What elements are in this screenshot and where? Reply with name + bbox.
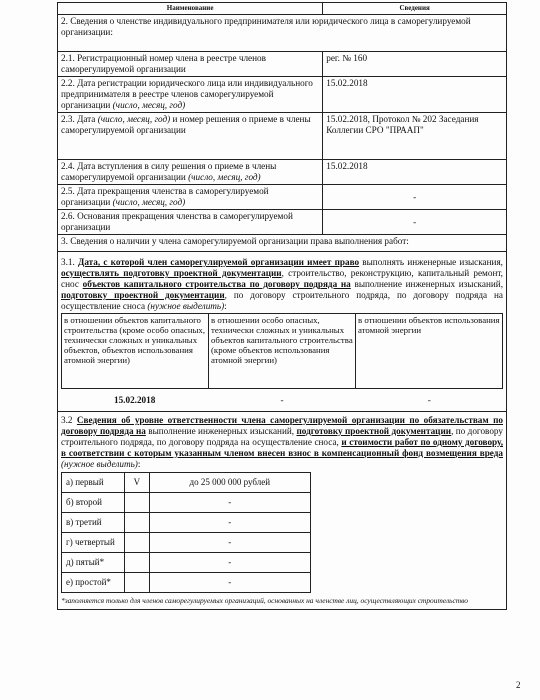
- table-row: [58, 77, 507, 113]
- level-value: -: [149, 493, 310, 513]
- row-2-1-value: рег. № 160: [323, 52, 507, 77]
- date-hazardous: -: [280, 394, 284, 405]
- row-2-1-label: 2.1. Регистрационный номер члена в реестре членов саморегулируемой организации: [58, 52, 323, 77]
- section-3-row: [58, 235, 507, 252]
- date-nuclear: -: [427, 394, 431, 405]
- table-row: [62, 513, 311, 533]
- responsibility-levels-table: [61, 472, 311, 593]
- table-row: [58, 113, 507, 160]
- row-2-4-value: 15.02.2018: [323, 160, 507, 185]
- level-mark: [125, 533, 149, 553]
- level-value: -: [149, 513, 310, 533]
- section-3-2-text: 3.2 Сведения об уровне ответственности члена саморегулируемой организации по обязательствам по договору подряда на выполнение инженерных изысканий, подготовку проектной документации, по договору строительного подряда, по договору подряда на осуществление сноса, и стоимости работ по одному договору, в соответствии с которым указанным членом внесен взнос в компенсационный фонд возмещения вреда (нужное выделить):: [61, 415, 504, 469]
- table-row: [62, 573, 311, 593]
- level-value: -: [149, 573, 310, 593]
- level-mark: [125, 513, 149, 533]
- table-row: [58, 210, 507, 235]
- level-label: д) пятый*: [62, 553, 125, 573]
- level-value: -: [149, 553, 310, 573]
- level-mark: [125, 553, 149, 573]
- level-label: е) простой*: [62, 573, 125, 593]
- row-2-4-label: 2.4. Дата вступления в силу решения о приеме в члены саморегулируемой организации (число, месяц, год): [58, 160, 323, 185]
- section-3-2-cell: [58, 412, 507, 610]
- row-2-2-value: 15.02.2018: [323, 77, 507, 113]
- level-label: в) третий: [62, 513, 125, 533]
- object-type-hazardous: в отношении особо опасных, технически сложных и уникальных объектов капитального строительства (кроме объектов использования атомной энергии): [209, 314, 356, 389]
- object-type-capital: в отношении объектов капитального строительства (кроме особо опасных, технически сложных и уникальных объектов, объектов использования атомной энергии): [62, 314, 209, 389]
- level-value: до 25 000 000 рублей: [149, 473, 310, 493]
- table-row: [62, 493, 311, 513]
- section-3-1-cell: [58, 252, 507, 412]
- level-label: г) четвертый: [62, 533, 125, 553]
- table-row: [62, 473, 311, 493]
- header-name: Наименование: [58, 3, 323, 15]
- level-value: -: [149, 533, 310, 553]
- section-3-2-row: [58, 412, 507, 610]
- row-2-3-value: 15.02.2018, Протокол № 202 Заседания Коллегии СРО "ПРААП": [323, 113, 507, 160]
- level-label: б) второй: [62, 493, 125, 513]
- level-mark: [125, 573, 149, 593]
- object-types-table: [61, 313, 503, 389]
- section-3-1-row: [58, 252, 507, 412]
- page-number: 2: [516, 680, 521, 690]
- row-2-5-value: -: [323, 185, 507, 210]
- table-row: [62, 553, 311, 573]
- row-2-5-label: 2.5. Дата прекращения членства в саморегулируемой организации (число, месяц, год): [58, 185, 323, 210]
- table-row: [58, 160, 507, 185]
- row-2-6-label: 2.6. Основания прекращения членства в саморегулируемой организации: [58, 210, 323, 235]
- footnote: *заполняется только для членов саморегулируемых организаций, основанных на членстве лиц, осуществляющих строительство: [61, 596, 468, 605]
- level-label: а) первый: [62, 473, 125, 493]
- date-capital: 15.02.2018: [113, 394, 156, 405]
- object-dates: [61, 389, 503, 411]
- section-2-title: 2. Сведения о членстве индивидуального предпринимателя или юридического лица в саморегулируемой организации:: [58, 15, 507, 52]
- object-types-row: [62, 314, 503, 389]
- level-mark: V: [125, 473, 149, 493]
- membership-table: [57, 2, 507, 610]
- table-row: [62, 533, 311, 553]
- row-2-6-value: -: [323, 210, 507, 235]
- table-row: [58, 52, 507, 77]
- table-row: [58, 185, 507, 210]
- section-3-1-text: 3.1. Дата, с которой член саморегулируемой организации имеет право выполнять инженерные изыскания, осуществлять подготовку проектной документации, строительство, реконструкцию, капитальный ремонт, снос объектов капитального строительства по договору подряда на выполнение инженерных изысканий, подготовку проектной документации, по договору строительного подряда, по договору подряда на осуществление сноса (нужное выделить):: [61, 257, 504, 311]
- header-info: Сведения: [323, 3, 507, 15]
- object-type-nuclear: в отношении объектов использования атомной энергии: [356, 314, 503, 389]
- row-2-3-label: 2.3. Дата (число, месяц, год) и номер решения о приеме в члены саморегулируемой организации: [58, 113, 323, 160]
- row-2-2-label: 2.2. Дата регистрации юридического лица или индивидуального предпринимателя в реестре членов саморегулируемой организации (число, месяц, год): [58, 77, 323, 113]
- table-header-row: [58, 3, 507, 15]
- section-2-row: [58, 15, 507, 52]
- level-mark: [125, 493, 149, 513]
- section-3-title: 3. Сведения о наличии у члена саморегулируемой организации права выполнения работ:: [58, 235, 507, 252]
